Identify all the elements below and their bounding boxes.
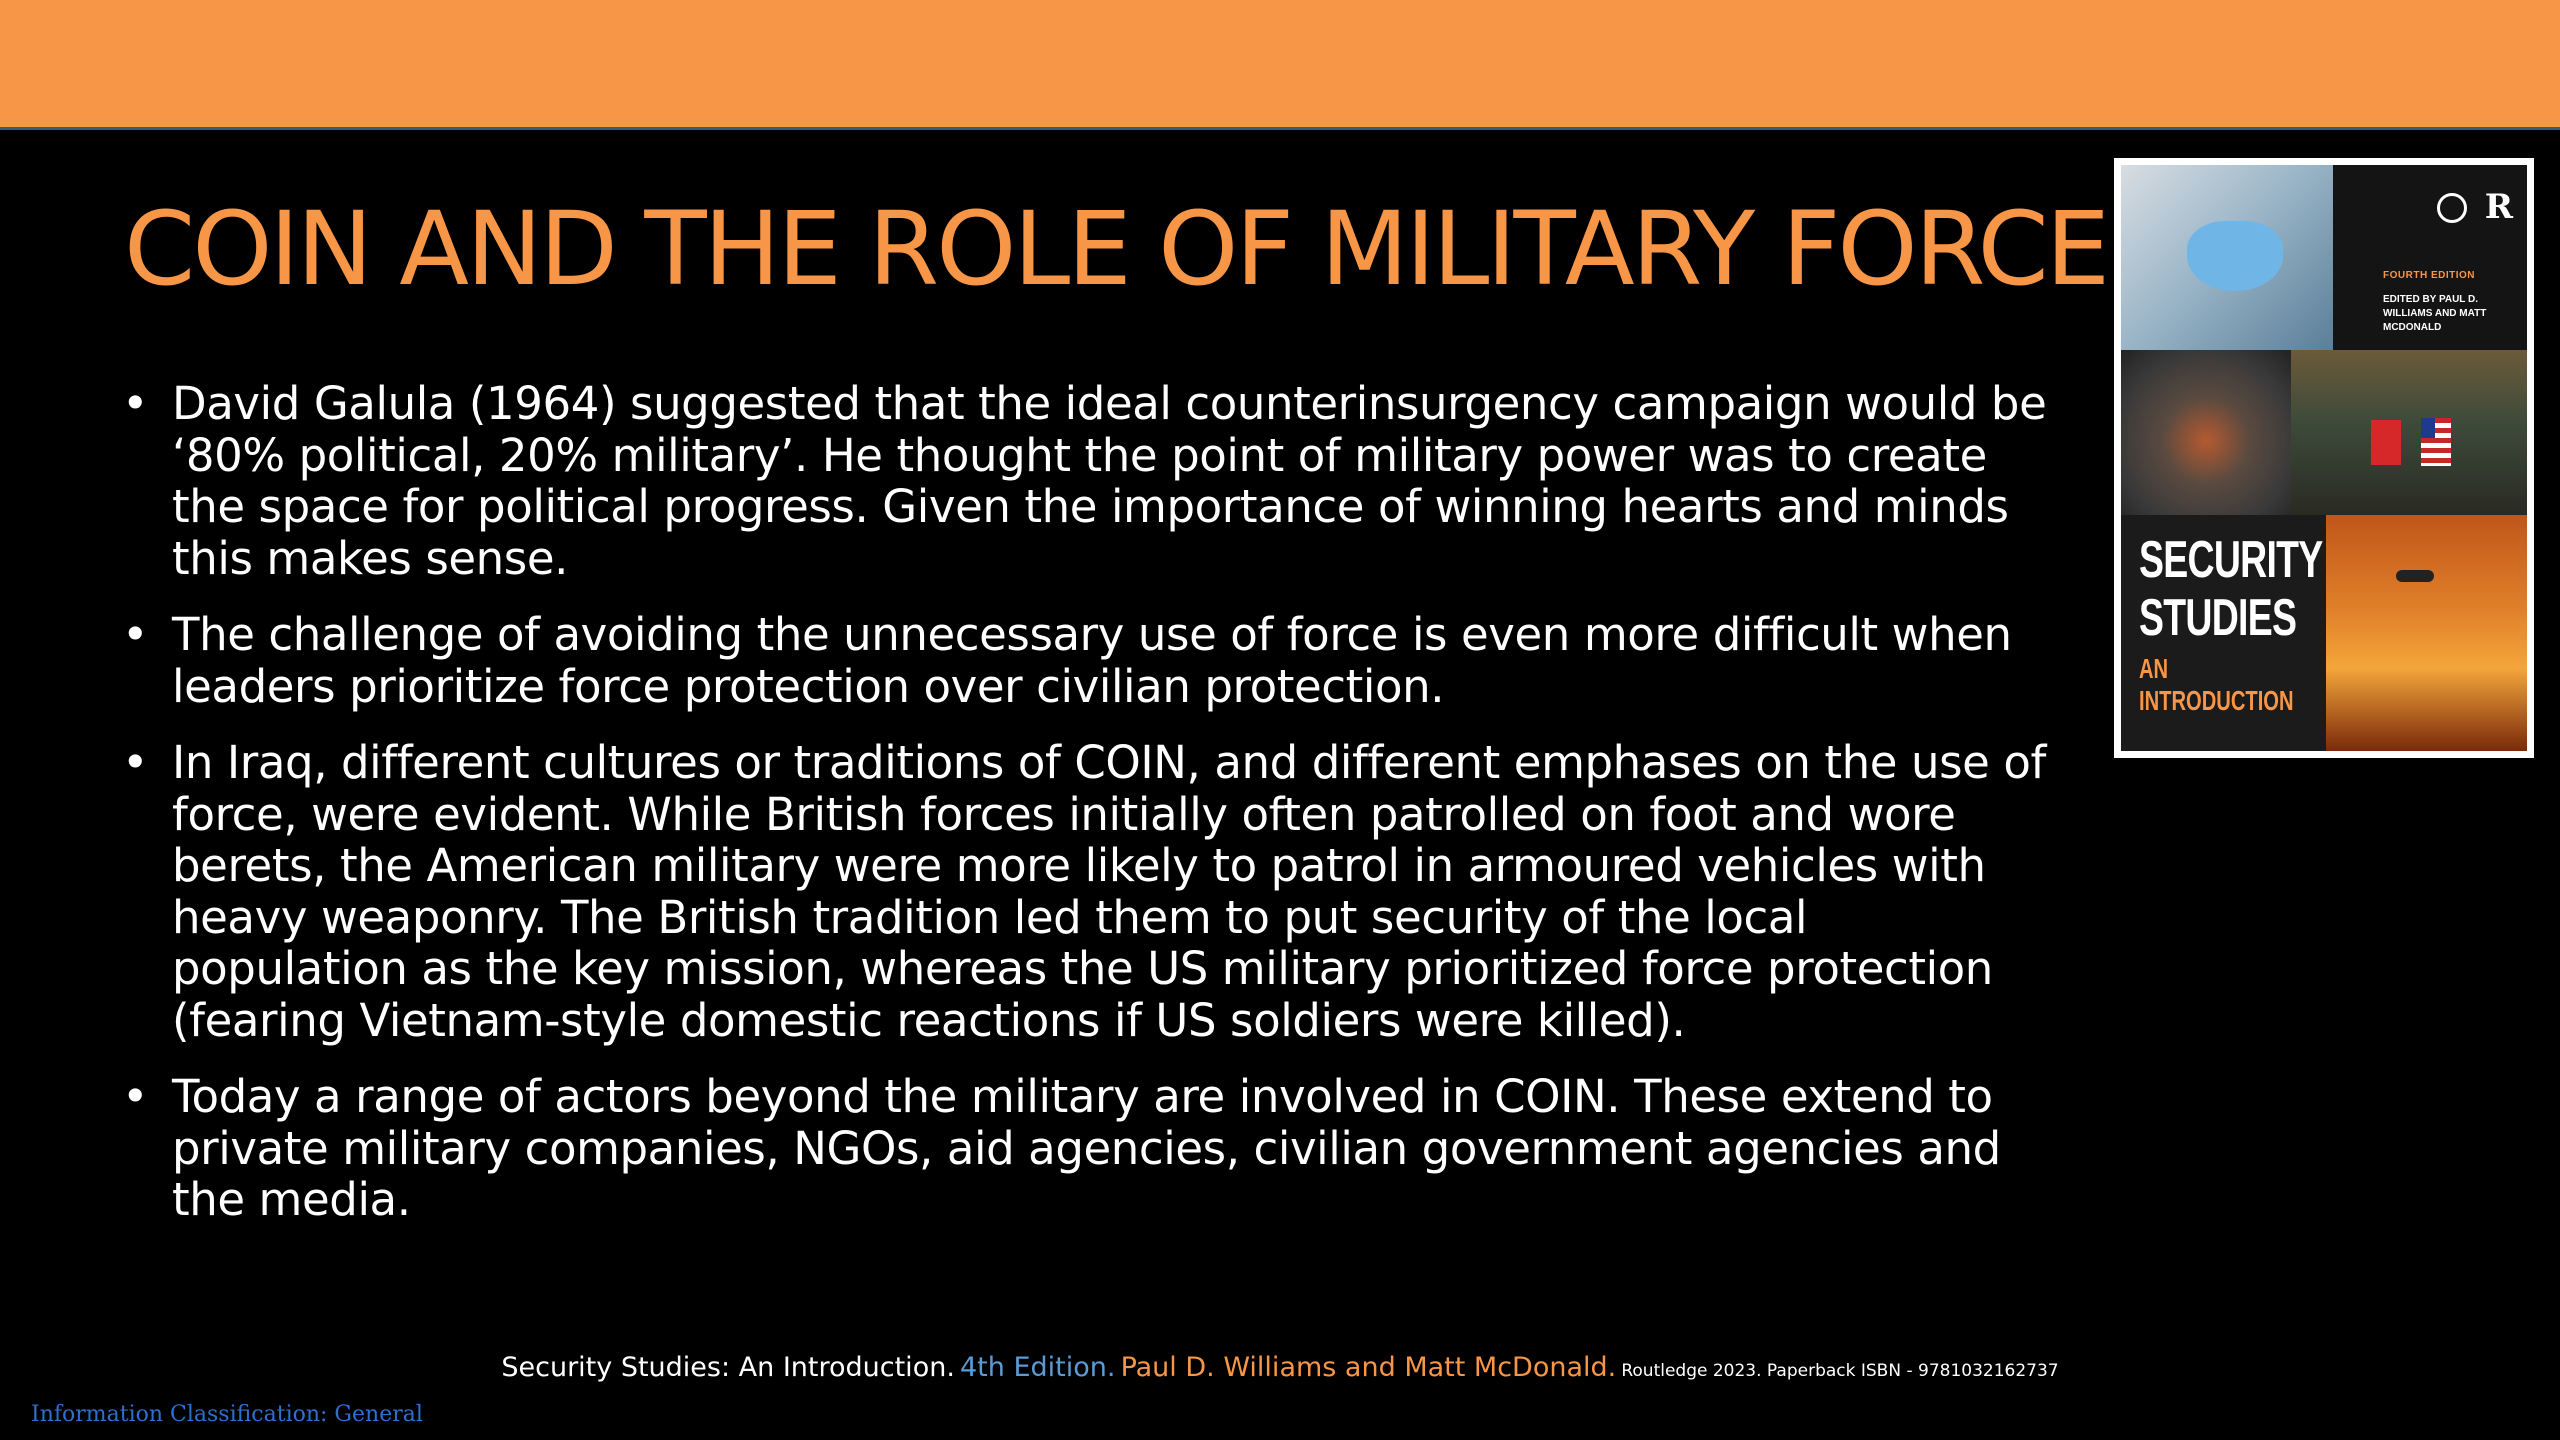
us-flag-canton — [2421, 418, 2435, 438]
bullet-icon: • — [122, 608, 149, 661]
bullet-icon: • — [122, 1070, 149, 1123]
cover-editors: EDITED BY PAUL D. WILLIAMS AND MATT MCDONALD — [2383, 294, 2487, 333]
classification-label: Information Classification: General — [31, 1402, 423, 1427]
cover-info-panel — [2333, 165, 2527, 350]
bullet-item — [122, 1071, 2052, 1226]
copyright-circle-icon — [2437, 193, 2467, 223]
citation-publisher: Routledge 2023. Paperback ISBN - 9781032162737 — [1621, 1361, 2059, 1381]
bullet-text: Today a range of actors beyond the military are involved in COIN. These extend to private military companies, NGOs, aid agencies, civilian government agencies and the media. — [172, 1070, 2001, 1226]
bullet-text: The challenge of avoiding the unnecessary use of force is even more difficult when leaders prioritize force protection over civilian protection. — [172, 608, 2012, 713]
cover-edition: FOURTH EDITION — [2383, 270, 2475, 281]
cover-photo-scientist — [2121, 165, 2333, 350]
publisher-logo: R — [2484, 187, 2513, 227]
cover-photo-virus — [2121, 350, 2291, 515]
cover-subtitle: AN INTRODUCTION — [2139, 653, 2294, 716]
bullet-item — [122, 609, 2052, 712]
bullet-item — [122, 737, 2052, 1046]
citation-title: Security Studies: An Introduction. — [501, 1352, 955, 1383]
cover-photo-wildfire — [2326, 515, 2527, 751]
book-cover-image — [2114, 158, 2534, 758]
book-citation — [0, 1352, 2560, 1383]
citation-edition: 4th Edition. — [960, 1352, 1116, 1383]
helicopter-icon — [2396, 570, 2434, 582]
face-mask-shape — [2187, 221, 2283, 291]
bullet-text: In Iraq, different cultures or traditions of COIN, and different emphases on the use of force, were evident. While British forces initially often patrolled on foot and wore berets, the American military were more likely to patrol in armoured vehicles with heavy weaponry. The British tradition led them to put security of the local population as the key mission, whereas the US military prioritized force protection (fearing Vietnam-style domestic reactions if US soldiers were killed). — [172, 736, 2046, 1047]
bullet-text: David Galula (1964) suggested that the ideal counterinsurgency campaign would be ‘80% political, 20% military’. He thought the point of military power was to create the space for political progress. Given the importance of winning hearts and minds this makes sense. — [172, 377, 2047, 585]
cover-title-block — [2121, 515, 2326, 751]
book-cover — [2121, 165, 2527, 751]
slide-title: COIN AND THE ROLE OF MILITARY FORCE — [124, 190, 2108, 309]
top-accent-bar — [0, 0, 2560, 130]
cover-title: SECURITY STUDIES — [2139, 531, 2322, 647]
citation-authors: Paul D. Williams and Matt McDonald. — [1120, 1352, 1617, 1383]
bullet-item — [122, 378, 2052, 584]
china-flag-icon — [2371, 420, 2401, 465]
cover-photo-summit — [2291, 350, 2527, 515]
bullet-list — [122, 378, 2052, 1251]
bullet-icon: • — [122, 736, 149, 789]
bullet-icon: • — [122, 377, 149, 430]
